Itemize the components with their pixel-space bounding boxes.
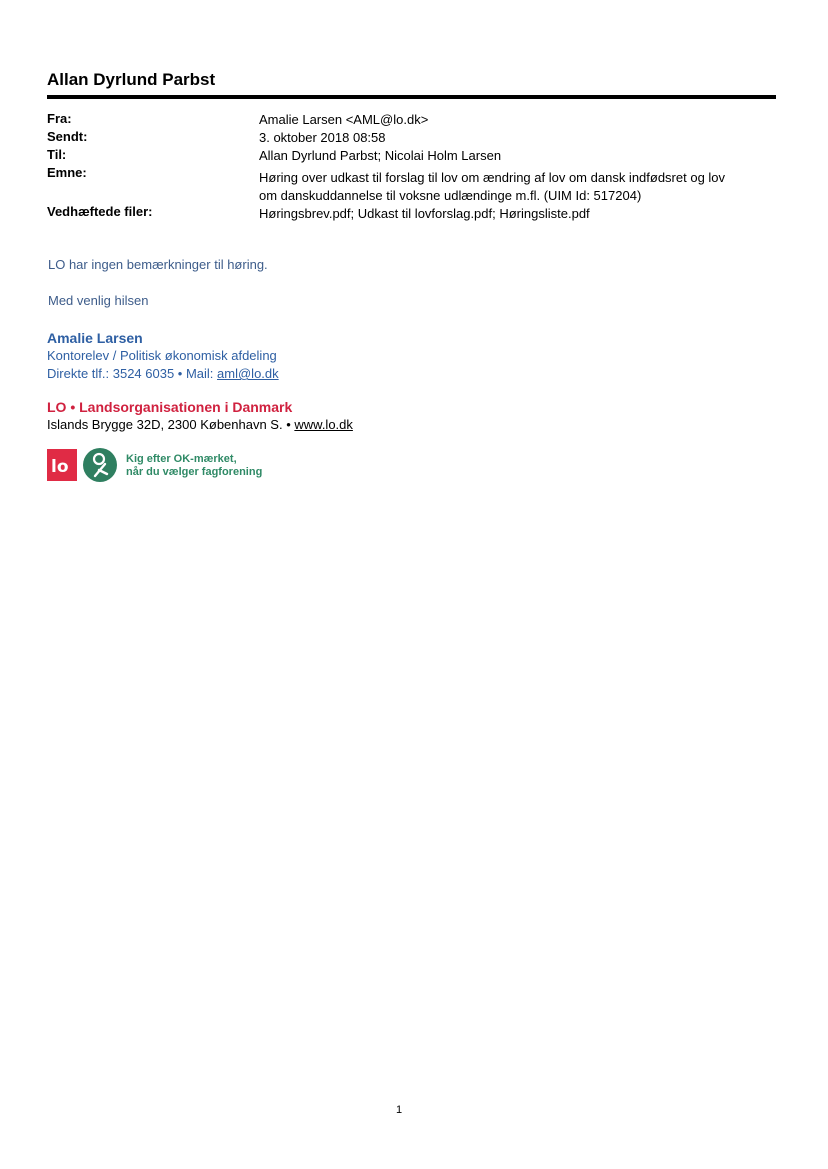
subject-label: Emne: <box>47 165 87 180</box>
signature-name: Amalie Larsen <box>47 330 143 346</box>
organization-name: LO • Landsorganisationen i Danmark <box>47 399 293 415</box>
to-value: Allan Dyrlund Parbst; Nicolai Holm Larsen <box>259 148 502 163</box>
sent-label: Sendt: <box>47 129 88 144</box>
website-link[interactable]: www.lo.dk <box>294 417 353 432</box>
header-divider <box>47 95 776 99</box>
ok-slogan-line2: når du vælger fagforening <box>126 466 263 478</box>
subject-value-line1: Høring over udkast til forslag til lov om ændring af lov om dansk indfødsret og lov <box>259 170 726 185</box>
organization-address <box>47 417 353 432</box>
document-title: Allan Dyrlund Parbst <box>47 70 216 89</box>
subject-value-line2: om danskuddannelse til voksne udlændinge m.fl. (UIM Id: 517204) <box>259 188 642 203</box>
signature-role: Kontorelev / Politisk økonomisk afdeling <box>47 348 277 363</box>
ok-mark-icon <box>83 448 117 482</box>
sent-value: 3. oktober 2018 08:58 <box>259 130 386 145</box>
signature-contact <box>47 366 279 381</box>
email-link[interactable]: aml@lo.dk <box>217 366 279 381</box>
ok-slogan-line1: Kig efter OK-mærket, <box>126 453 237 465</box>
ok-mark-slogan <box>126 453 262 479</box>
from-label: Fra: <box>47 111 72 126</box>
attachments-label: Vedhæftede filer: <box>47 204 153 219</box>
lo-logo <box>47 449 77 481</box>
from-value: Amalie Larsen <AML@lo.dk> <box>259 112 429 127</box>
greeting-text: Med venlig hilsen <box>48 293 149 308</box>
lo-logo-text: lo <box>51 457 69 477</box>
to-label: Til: <box>47 147 67 162</box>
attachments-value[interactable]: Høringsbrev.pdf; Udkast til lovforslag.pdf; Høringsliste.pdf <box>259 206 590 221</box>
address-prefix: Islands Brygge 32D, 2300 København S. • <box>47 417 295 432</box>
contact-prefix: Direkte tlf.: 3524 6035 • Mail: <box>47 366 218 381</box>
page-number: 1 <box>396 1104 403 1116</box>
message-text: LO har ingen bemærkninger til høring. <box>48 257 268 272</box>
